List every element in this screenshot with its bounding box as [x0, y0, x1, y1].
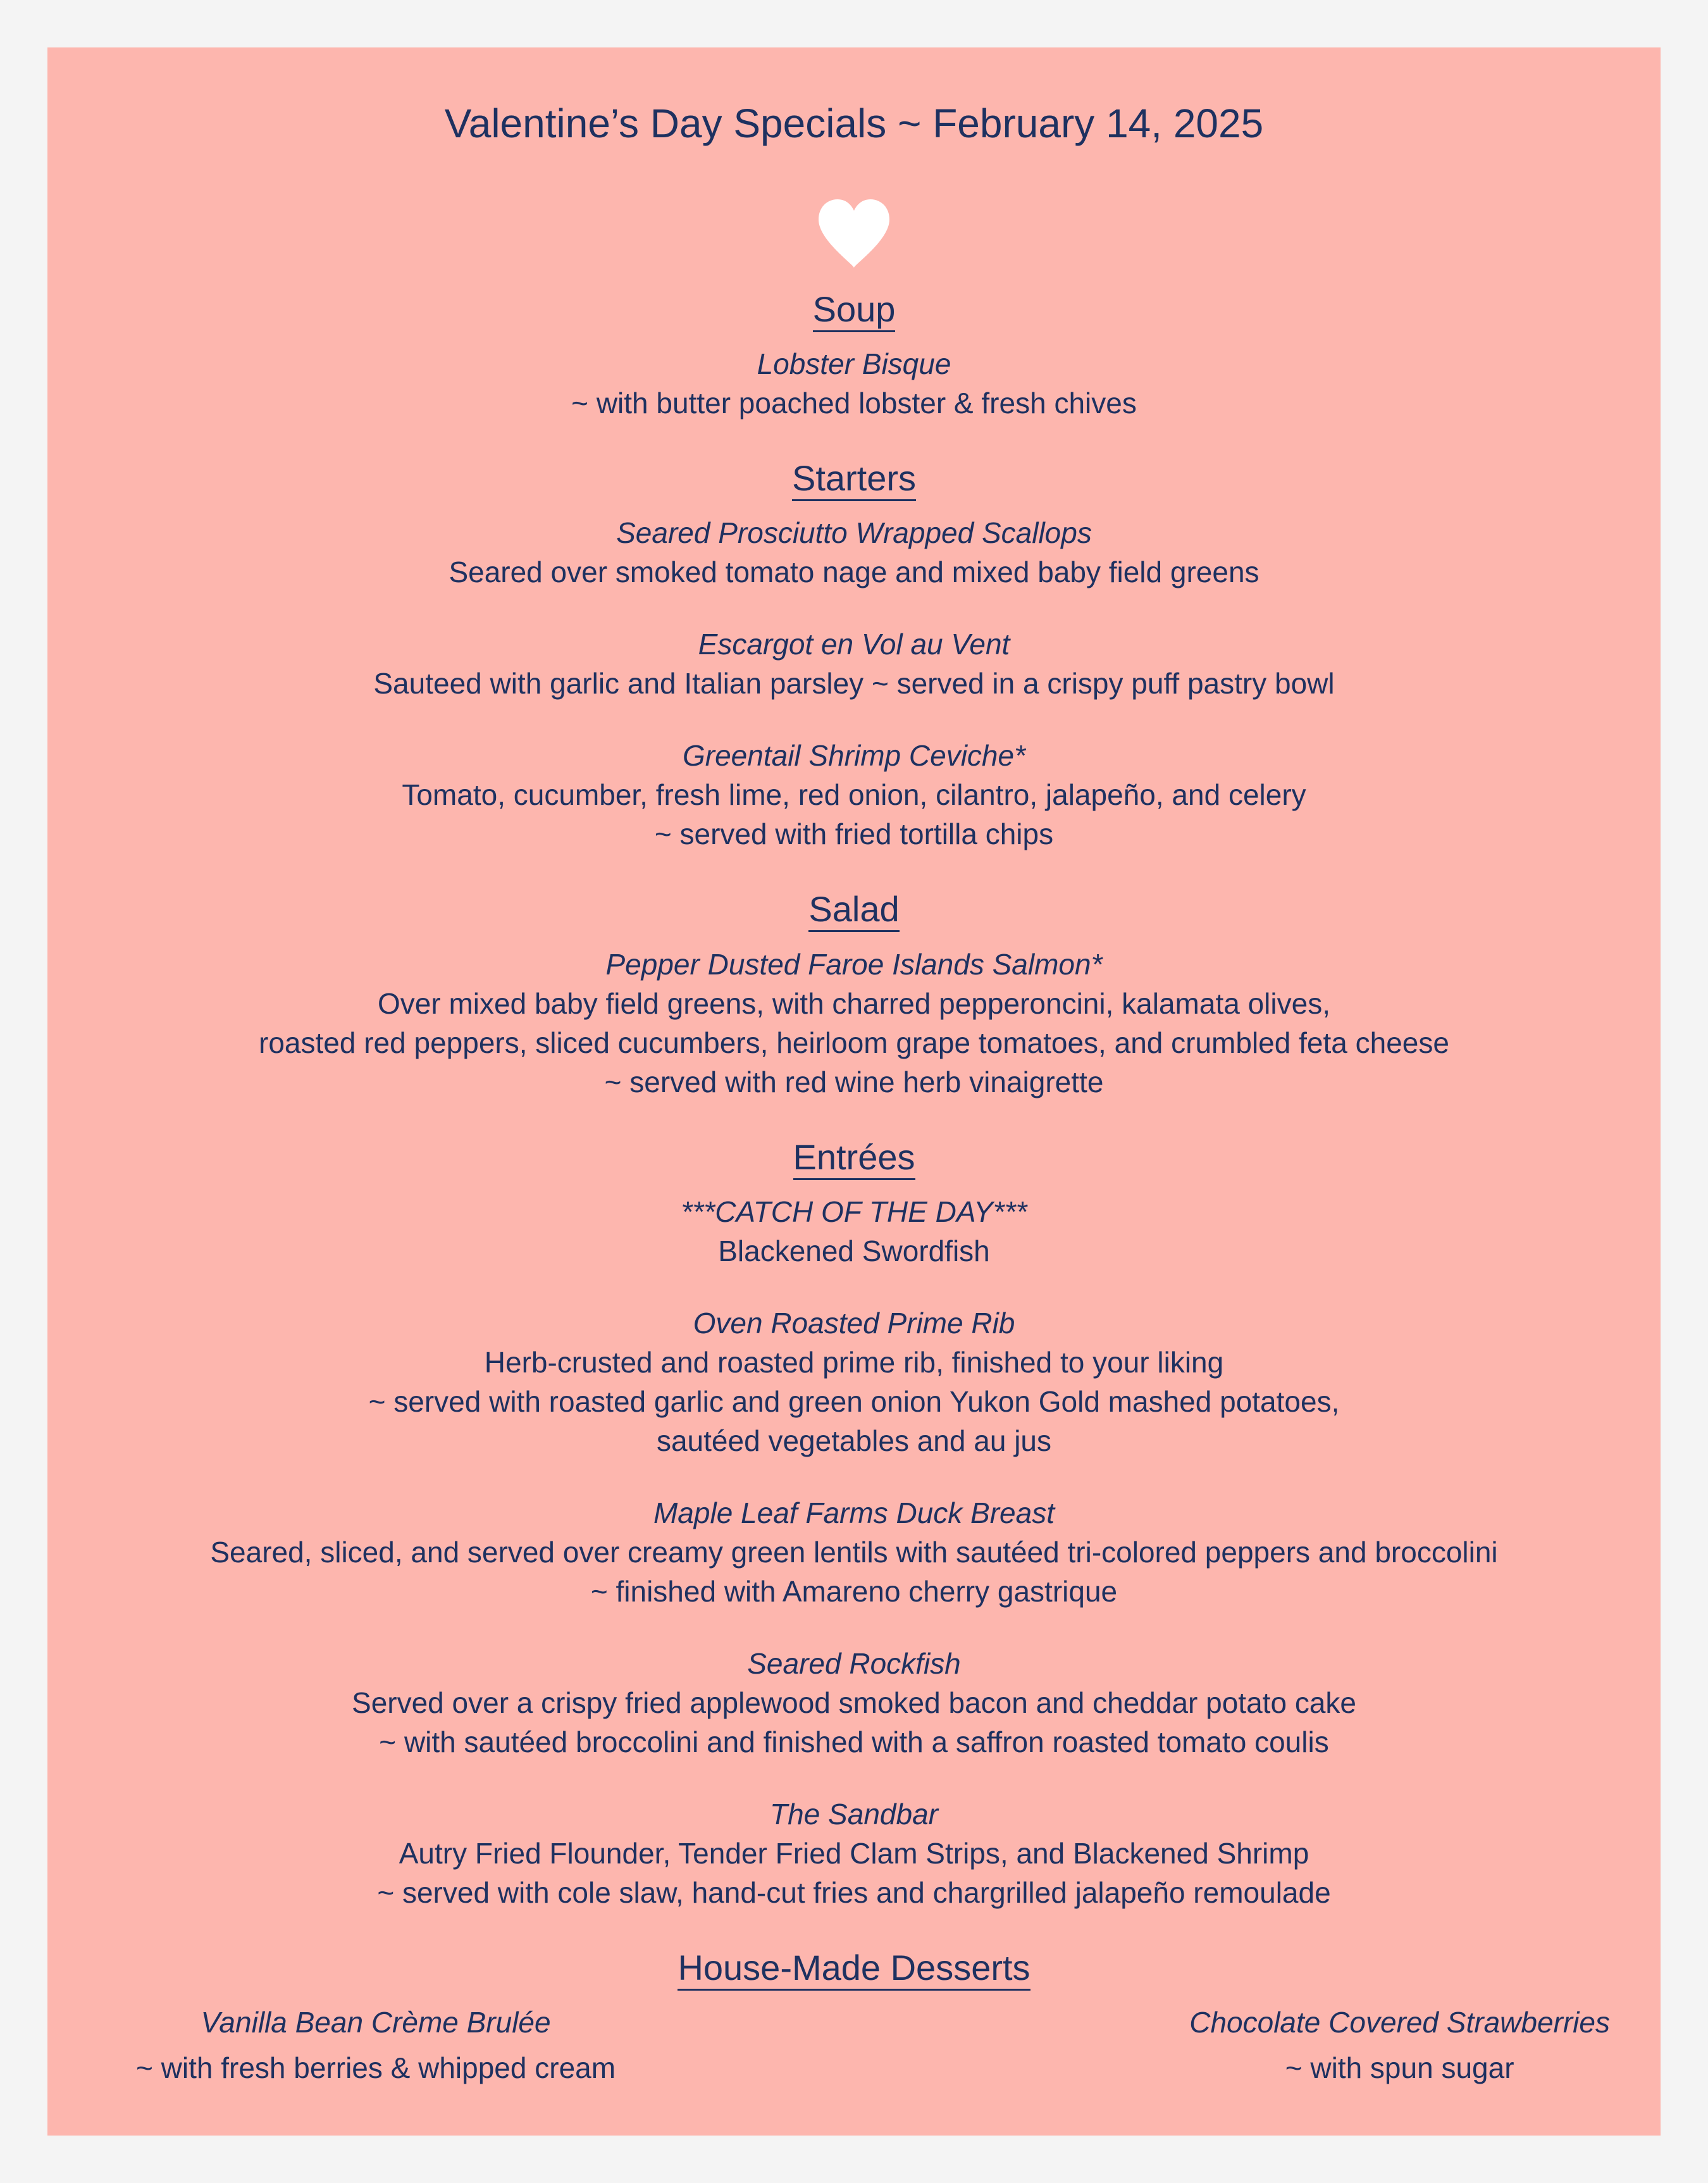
dish-description: ~ served with red wine herb vinaigrette — [604, 1065, 1104, 1098]
section-heading-text: Salad — [808, 889, 899, 932]
dish-description: ~ served with fried tortilla chips — [654, 818, 1054, 851]
dish-description: ~ served with cole slaw, hand-cut fries and chargrilled jalapeño remoulade — [377, 1875, 1331, 1909]
dish-description: ~ finished with Amareno cherry gastrique — [590, 1574, 1118, 1608]
heart-icon-wrapper — [47, 198, 1661, 287]
dish-item — [47, 736, 1661, 854]
section-soup — [47, 288, 1661, 423]
section-heading — [47, 1946, 1661, 1989]
dish-item — [47, 1192, 1661, 1271]
section-heading-text: Starters — [792, 458, 916, 501]
dish-item — [47, 1303, 1661, 1460]
dish-item — [47, 945, 1661, 1102]
section-heading — [47, 1136, 1661, 1178]
dish-name: Escargot en Vol au Vent — [698, 628, 1010, 661]
dish-description: Herb-crusted and roasted prime rib, finished to your liking — [484, 1345, 1224, 1379]
dish-item — [47, 1644, 1661, 1762]
dish-description: Served over a crispy fried applewood smoked bacon and cheddar potato cake — [352, 1686, 1356, 1719]
dish-name: The Sandbar — [770, 1797, 938, 1831]
dish-item — [47, 513, 1661, 592]
dish-name: Greentail Shrimp Ceviche* — [682, 739, 1025, 773]
section-heading — [47, 457, 1661, 499]
dessert-description: ~ with fresh berries & whipped cream — [136, 2051, 616, 2084]
dish-description: Autry Fried Flounder, Tender Fried Clam Strips, and Blackened Shrimp — [399, 1836, 1309, 1870]
dish-description: Tomato, cucumber, fresh lime, red onion, cilantro, jalapeño, and celery — [402, 778, 1306, 812]
dish-description: ~ with sautéed broccolini and finished with a saffron roasted tomato coulis — [379, 1725, 1329, 1758]
menu-content — [47, 288, 1661, 2122]
dessert-item — [136, 2003, 616, 2087]
dish-item — [47, 625, 1661, 703]
dish-description: Over mixed baby field greens, with charred pepperoncini, kalamata olives, — [378, 986, 1330, 1020]
section-heading — [47, 888, 1661, 930]
section-heading — [47, 288, 1661, 330]
dessert-item — [1189, 2003, 1610, 2087]
section-heading-text: Soup — [813, 289, 896, 332]
dish-description: Sauteed with garlic and Italian parsley ~ served in a crispy puff pastry bowl — [373, 667, 1335, 700]
heart-icon — [816, 198, 892, 269]
dish-description: Seared, sliced, and served over creamy green lentils with sautéed tri-colored peppers and broccolini — [210, 1535, 1498, 1569]
menu-title: Valentine’s Day Specials ~ February 14, 2025 — [444, 101, 1264, 146]
dish-description: Blackened Swordfish — [718, 1234, 990, 1267]
section-heading-text: Entrées — [793, 1137, 915, 1180]
section-entrees — [47, 1136, 1661, 1912]
section-salad — [47, 888, 1661, 1101]
dish-description: ~ with butter poached lobster & fresh chives — [571, 387, 1137, 420]
dish-item — [47, 1493, 1661, 1611]
dish-name: ***CATCH OF THE DAY*** — [681, 1195, 1027, 1228]
dish-name: Pepper Dusted Faroe Islands Salmon* — [605, 947, 1103, 981]
desserts-row — [47, 2003, 1661, 2087]
section-starters — [47, 457, 1661, 854]
dish-name: Lobster Bisque — [757, 347, 951, 381]
dish-item — [47, 1794, 1661, 1912]
heart-shape — [819, 199, 889, 268]
dessert-name: Chocolate Covered Strawberries — [1189, 2005, 1610, 2039]
section-heading-text: House-Made Desserts — [678, 1948, 1030, 1991]
dessert-name: Vanilla Bean Crème Brulée — [201, 2005, 551, 2039]
dish-name: Oven Roasted Prime Rib — [693, 1306, 1015, 1340]
dish-name: Seared Prosciutto Wrapped Scallops — [616, 516, 1092, 550]
dessert-description: ~ with spun sugar — [1285, 2051, 1514, 2084]
section-desserts — [47, 1946, 1661, 2087]
dish-name: Maple Leaf Farms Duck Breast — [653, 1496, 1055, 1529]
dish-description: roasted red peppers, sliced cucumbers, heirloom grape tomatoes, and crumbled feta cheese — [259, 1026, 1449, 1059]
dish-description: ~ served with roasted garlic and green onion Yukon Gold mashed potatoes, — [368, 1384, 1340, 1418]
menu-card — [47, 47, 1661, 2136]
dish-name: Seared Rockfish — [747, 1646, 961, 1680]
dish-description: Seared over smoked tomato nage and mixed baby field greens — [449, 556, 1259, 589]
dish-description: sautéed vegetables and au jus — [656, 1424, 1052, 1457]
dish-item — [47, 344, 1661, 423]
